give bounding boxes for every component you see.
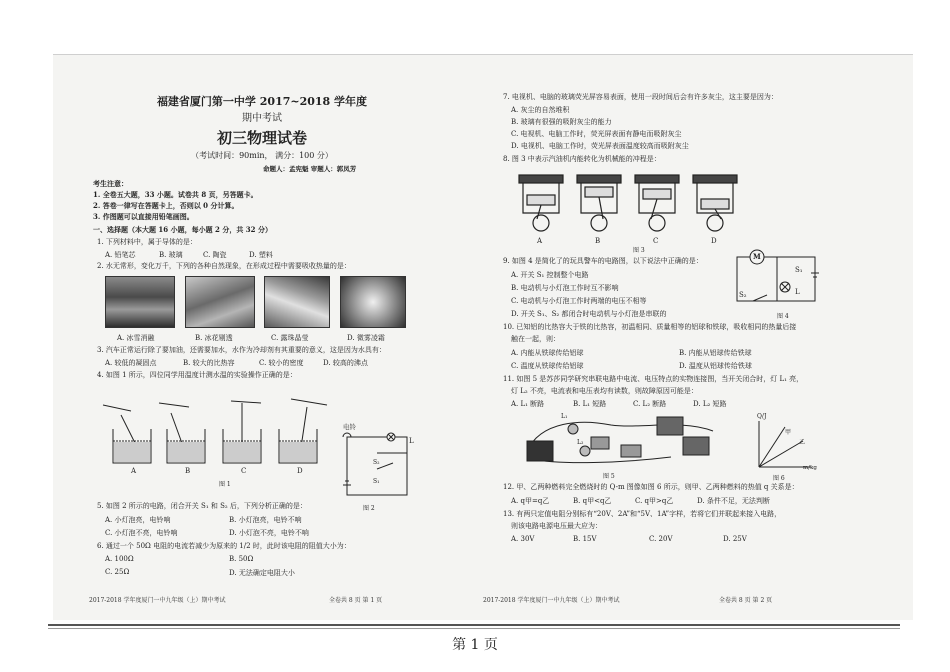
fig6-line-jia-label: 甲 [785, 429, 792, 436]
q7-option-c: C. 电视机、电脑工作时，荧光屏表面有静电而吸附灰尘 [511, 130, 682, 138]
fig3-label-c: C [653, 237, 659, 245]
q2-option-b: B. 冰花剔透 [195, 334, 233, 342]
fig4-motor-label: M [753, 252, 761, 261]
exam-authors: 命题人：孟宪魁 审题人：郭凤芳 [263, 165, 357, 173]
q4-stem: 4. 如图 1 所示，四位同学用温度计测水温的实验操作正确的是： [97, 371, 297, 379]
notes-heading: 考生注意： [93, 179, 128, 188]
q10-option-a: A. 内能从铁球传给铝球 [511, 349, 584, 357]
q10-option-c: C. 温度从铁球传给铝球 [511, 362, 584, 370]
q8-stem: 8. 图 3 中表示汽油机内能转化为机械能的冲程是： [503, 155, 661, 163]
q5-option-a: A. 小灯泡亮，电铃响 [105, 516, 171, 524]
footer-left-pages: 全卷共 8 页 第 1 页 [329, 597, 383, 604]
fig4-lamp-label: L [795, 288, 800, 296]
q11-option-d: D. L₂ 短路 [693, 400, 727, 408]
note-item: 2. 答卷一律写在答题卡上，否则以 0 分计算。 [93, 201, 239, 210]
fig3-caption: 图 3 [633, 247, 645, 254]
fig3-label-a: A [537, 237, 543, 245]
q13-stem-cont: 则该电路电源电压最大应为： [511, 522, 602, 530]
school-heading: 福建省厦门第一中学 2017~2018 学年度 [156, 95, 368, 108]
q1-option-d: D. 塑料 [249, 251, 273, 259]
q3-stem: 3. 汽车正常运行除了要加油，还需要加水，水作为冷却剂有其重要的意义，这是因为水具有： [97, 346, 386, 354]
q2-option-d: D. 微雾凌霜 [347, 334, 385, 342]
fig4-caption: 图 4 [777, 313, 789, 320]
exam-meta: （考试时间：90min， 满分：100 分） [191, 151, 333, 160]
q7-option-d: D. 电视机、电脑工作时，荧光屏表面温度较高而吸附灰尘 [511, 142, 689, 150]
q6-option-b: B. 50Ω [229, 555, 254, 563]
footer-right-pages: 全卷共 8 页 第 2 页 [719, 597, 773, 604]
ice-flower-photo [185, 276, 255, 328]
q11-option-b: B. L₁ 短路 [573, 400, 607, 408]
q3-option-c: C. 较小的密度 [259, 359, 304, 367]
fig6-line-yi-label: 乙 [799, 439, 806, 446]
fig3-label-b: B [595, 237, 601, 245]
fig4-s1-label: S₁ [795, 266, 803, 274]
q6-option-c: C. 25Ω [105, 568, 130, 576]
q9-option-b: B. 电动机与小灯泡工作时互不影响 [511, 284, 619, 292]
q13-option-d: D. 25V [723, 535, 747, 543]
left-page [53, 55, 471, 620]
fig5-l2-label: L₂ [577, 439, 584, 446]
page-divider-thin [48, 628, 900, 629]
figure-3-engine-strokes [513, 169, 773, 235]
q3-option-d: D. 较高的沸点 [323, 359, 368, 367]
q5-option-d: D. 小灯泡不亮，电铃不响 [229, 529, 309, 537]
fig3-label-d: D [711, 237, 717, 245]
fig5-caption: 图 5 [603, 473, 615, 480]
q6-option-d: D. 无法确定电阻大小 [229, 569, 295, 577]
q10-option-b: B. 内能从铝球传给铁球 [679, 349, 752, 357]
q12-option-c: C. q甲>q乙 [635, 497, 674, 505]
fig1-label-c: C [241, 467, 247, 475]
frost-photo [340, 276, 406, 328]
q7-option-b: B. 玻璃有很强的吸附灰尘的能力 [511, 118, 612, 126]
fig2-s1-label: S₁ [373, 478, 380, 485]
footer-left-text: 2017-2018 学年度厦门一中九年级（上）期中考试 [89, 597, 226, 604]
fig1-label-b: B [185, 467, 191, 475]
q12-option-d: D. 条件不足，无法判断 [697, 497, 770, 505]
q6-option-a: A. 100Ω [105, 555, 134, 563]
q13-option-c: C. 20V [649, 535, 673, 543]
page-number: 第 1 页 [452, 637, 498, 653]
line-yi [759, 441, 803, 467]
q12-option-b: B. q甲<q乙 [573, 497, 612, 505]
figure-5-apparatus [521, 411, 721, 469]
q9-stem: 9. 如图 4 是简化了的玩具警车的电路图，以下说法中正确的是： [503, 257, 703, 265]
fig2-lamp-label: L [409, 437, 414, 445]
paper-title: 初三物理试卷 [216, 129, 307, 147]
q7-option-a: A. 灰尘的自然堆积 [511, 106, 570, 114]
q2-option-a: A. 冰雪消融 [117, 334, 155, 342]
q10-stem-cont: 触在一起，则： [511, 335, 560, 343]
right-page [483, 55, 913, 620]
fig4-s2-label: S₂ [739, 291, 747, 299]
fig6-y-axis-label: Q/J [757, 413, 767, 420]
ice-melting-photo [105, 276, 175, 328]
fig1-caption: 图 1 [219, 481, 231, 488]
note-item: 3. 作图题可以直接用铅笔画图。 [93, 212, 194, 221]
q5-option-c: C. 小灯泡不亮，电铃响 [105, 529, 178, 537]
q11-option-c: C. L₂ 断路 [633, 400, 667, 408]
q5-option-b: B. 小灯泡亮，电铃不响 [229, 516, 302, 524]
q12-option-a: A. q甲=q乙 [511, 497, 550, 505]
q5-stem: 5. 如图 2 所示的电路，闭合开关 S₁ 和 S₂ 后，下列分析正确的是： [97, 502, 307, 510]
q11-stem: 11. 如图 5 是苏莎同学研究串联电路中电流、电压特点的实物连接图，当开关闭合时，灯 L₁ 亮， [503, 375, 804, 383]
q13-stem: 13. 有两只定值电阻分别标有“20V、2A”和“5V、1A”字样，若将它们并联起来接入电路， [503, 510, 782, 518]
q10-stem: 10. 已知铝的比热容大于铁的比热容，初温相同、质量相等的铝球和铁球，吸收相同的热量后接 [503, 323, 797, 331]
fig1-label-a: A [131, 467, 137, 475]
q1-option-a: A. 铅笔芯 [105, 251, 136, 259]
q13-option-a: A. 30V [511, 535, 535, 543]
page-divider-thick [48, 624, 900, 626]
exam-name: 期中考试 [242, 113, 282, 124]
figure-1-thermometers [101, 385, 341, 465]
dew-photo [264, 276, 330, 328]
figure-4-circuit [733, 247, 821, 309]
fig2-s2-label: S₂ [373, 459, 380, 466]
fig5-l1-label: L₁ [561, 413, 568, 420]
q13-option-b: B. 15V [573, 535, 597, 543]
fig2-caption: 图 2 [363, 505, 375, 512]
q9-option-c: C. 电动机与小灯泡工作时两端的电压不相等 [511, 297, 647, 305]
fig6-x-axis-label: m/kg [803, 465, 817, 471]
q12-stem: 12. 甲、乙两种燃料完全燃烧时的 Q-m 图像如图 6 所示，则甲、乙两种燃料的热值 q 关系是： [503, 483, 799, 491]
note-item: 1. 全卷五大题，33 小题。试卷共 8 页，另答题卡。 [93, 190, 258, 199]
q9-option-a: A. 开关 S₁ 控制整个电路 [511, 271, 589, 279]
q2-option-c: C. 露珠晶莹 [271, 334, 309, 342]
q2-stem: 2. 水无常形，变化万千，下列的各种自然现象，在形成过程中需要吸收热量的是： [97, 262, 351, 270]
fig1-label-d: D [297, 467, 303, 475]
q3-option-b: B. 较大的比热容 [183, 359, 235, 367]
q9-option-d: D. 开关 S₁、S₂ 都闭合时电动机与小灯泡是串联的 [511, 310, 667, 318]
q10-option-d: D. 温度从铝球传给铁球 [679, 362, 752, 370]
line-jia [759, 427, 785, 467]
fig6-caption: 图 6 [773, 475, 785, 482]
figure-2-circuit [337, 433, 417, 501]
scanned-exam-sheet [53, 54, 913, 620]
footer-right-text: 2017-2018 学年度厦门一中九年级（上）期中考试 [483, 597, 620, 604]
q1-option-c: C. 陶瓷 [203, 251, 227, 259]
q1-stem: 1. 下列材料中，属于导体的是： [97, 238, 197, 246]
q7-stem: 7. 电视机、电脑的玻璃荧光屏容易表面，使用一段时间后会有许多灰尘，这主要是因为： [503, 93, 778, 101]
section-heading: 一、选择题（本大题 16 小题，每小题 2 分，共 32 分） [93, 225, 272, 234]
q6-stem: 6. 通过一个 50Ω 电阻的电流若减少为原来的 1/2 时，此时该电阻的阻值大小为： [97, 542, 351, 550]
bell-label: 电铃 [343, 423, 356, 431]
q11-option-a: A. L₁ 断路 [511, 400, 545, 408]
q1-option-b: B. 玻璃 [159, 251, 183, 259]
q11-stem-cont: 灯 L₂ 不亮，电流表和电压表均有读数，则故障原因可能是： [511, 387, 698, 395]
q3-option-a: A. 较低的凝固点 [105, 359, 157, 367]
